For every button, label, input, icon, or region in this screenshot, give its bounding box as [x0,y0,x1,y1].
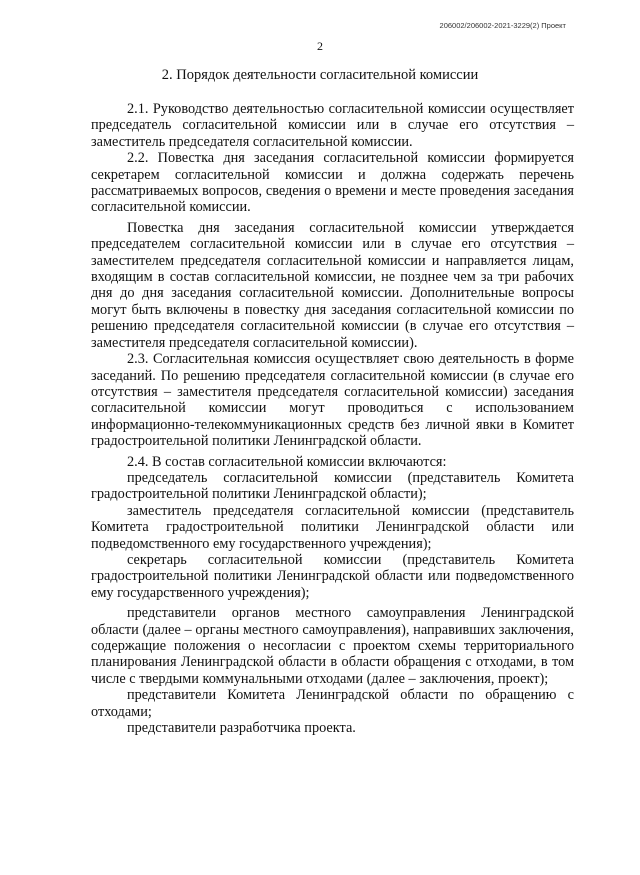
paragraph-agenda-approval: Повестка дня заседания согласительной комиссии утверждается председателем согласительной комиссии или в случае его отсутствия – заместителем председателя согласительной комиссии и направляется лицам, входящим в состав согласительной комиссии, не позднее чем за три рабочих дня до дня заседания согласительной комиссии. Дополнительные вопросы могут быть включены в повестку дня заседания согласительной комиссии по решению председателя согласительной комиссии (в случае его отсутствия – заместителя председателя согласительной комиссии). [91,219,574,351]
page-number: 2 [317,39,323,53]
document-body [91,101,574,736]
paragraph-2-3: 2.3. Согласительная комиссия осуществляет свою деятельность в форме заседаний. По решению председателя согласительной комиссии (в случае его отсутствия – заместителя председателя согласительной комиссии) заседания согласительной комиссии могут проводиться с использованием информационно-телекоммуникационных средств без личной явки в Комитет градостроительной политики Ленинградской области. [91,351,574,450]
document-id: 206002/206002-2021-3229(2) Проект [439,21,566,30]
paragraph-2-4: 2.4. В состав согласительной комиссии включаются: [127,453,447,470]
list-item-local-government: представители органов местного самоуправления Ленинградской области (далее – органы местного самоуправления), направивших заключения, содержащие положения о несогласии с проектом схемы территориального планирования Ленинградской области в области обращения с отходами, в том числе с твердыми коммунальными отходами (далее – заключения, проект); [91,605,574,687]
list-item-secretary: секретарь согласительной комиссии (представитель Комитета градостроительной политики Ленинградской области или подведомственного ему государственного учреждения); [91,551,574,601]
paragraph-2-1: 2.1. Руководство деятельностью согласительной комиссии осуществляет председатель согласительной комиссии или в случае его отсутствия – заместитель председателя согласительной комиссии. [91,101,574,150]
paragraph-2-2: 2.2. Повестка дня заседания согласительной комиссии формируется секретарем согласительной комиссии и должна содержать перечень рассматриваемых вопросов, сведения о времени и месте проведения заседания согласительной комиссии. [91,150,574,216]
list-item-developer: представители разработчика проекта. [127,720,356,737]
list-item-waste-committee: представители Комитета Ленинградской области по обращению с отходами; [91,687,574,720]
list-item-chairman: председатель согласительной комиссии (представитель Комитета градостроительной политики Ленинградской области); [91,469,574,503]
section-title: 2. Порядок деятельности согласительной комиссии [161,67,479,83]
list-item-deputy-chairman: заместитель председателя согласительной комиссии (представитель Комитета градостроительной политики Ленинградской области или подведомственного ему государственного учреждения); [91,502,574,552]
